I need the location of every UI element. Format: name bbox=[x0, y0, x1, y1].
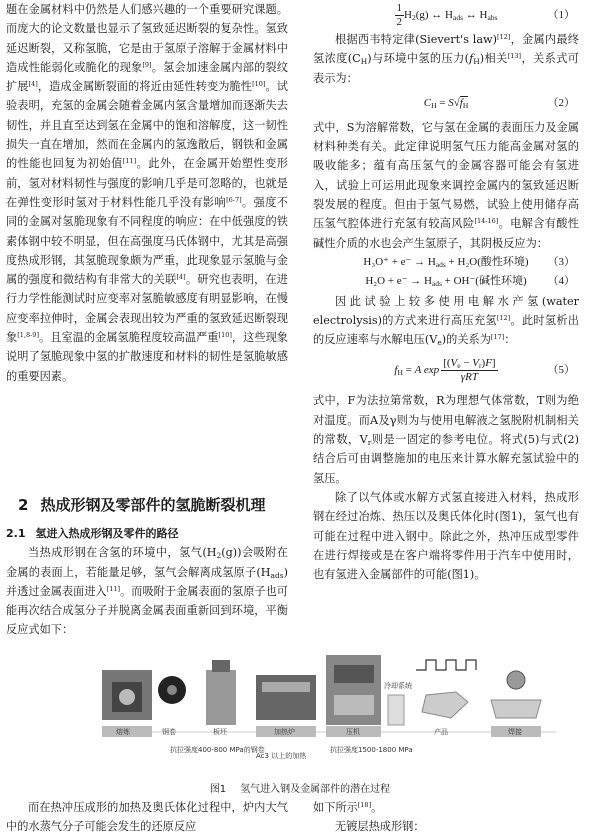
stage-label: 板坯 bbox=[213, 728, 227, 736]
body-paragraph-1: 题在金属材料中仍然是人们感兴趣的一个重要研究课题。而庞大的论文数量也显示了氢致延迟断裂的复杂性。氢致延迟断裂，又称氢脆，它是由于氢原子溶解于金属材料中造成性能弱化或脆化的现象[9]。氢会加速金属内部的裂纹扩展[4]，造成金属断裂面的将近由延性转变为脆性[10]。试验表明，充氢的金属会随着金属内氢含量增加而逐渐失去韧性，并且直至达到氢在金属中的饱和溶解度，这一韧性损失一直在增加，然而在金属内的氢逸散后，钢铁和金属的性能也回复为初始值[11]。此外，在金属开始塑性变形前，氢对材料韧性与强度的影响几乎是可忽略的，也就是在弹性变形时氢对于材料性能几乎没有影响[6-7]。强度不同的金属对氢脆现象有不同程度的响应：在中低强度的铁素体钢中较不明显，但在高强度马氏体钢中，尤其是高强度热成形钢，其氢脆现象颇为严重，此现象显示氢脆与金属的强度和微结构有非常大的关联[4]。研究也表明，在进行力学性能测试时应变率对氢脆敏感度有明显影响，在慢应变率拉伸时，金属会表现出较为严重的氢致延迟断裂现象[1,8-9]。且室温的金属氢脆程度较高温严重[10]，这些现象说明了氢脆现象中氢的扩散速度和材料的韧性是氢脆敏感的重要因素。 bbox=[6, 3, 288, 383]
section-2-1 bbox=[6, 524, 288, 640]
body-paragraph-5: 因此试验上较多使用电解水产氢(water electrolysis)的方式来进行高压充氢[12]。此时氢析出的反应速率与水解电压$(V_e)$的关系为[17]： bbox=[313, 294, 579, 348]
right-column bbox=[313, 0, 579, 584]
stage-label: 产品 bbox=[434, 728, 448, 736]
equation-3: $H_3O^+ + e^- \to H_{ads} + H_2O$(酸性环境) （3） bbox=[363, 255, 575, 269]
body-paragraph-3: 根据西韦特定律(Sievert's law)[12]，金属内最终氢浓度$(C_H)$与环境中氢的压力$(f_H)$相关[13]，关系式可表示为： bbox=[313, 33, 579, 85]
stage-label: 熔炼 bbox=[116, 728, 130, 736]
equation-4: $H_2O + e^- \to H_{ads} + OH^-$(碱性环境) （4） bbox=[365, 275, 575, 289]
stage-label: 焊接 bbox=[508, 728, 522, 736]
figure-note: 抗拉强度400-800 MPa的钢卷 bbox=[170, 746, 265, 754]
section-heading: 2 热成形钢及零部件的氢脆断裂机理 bbox=[18, 496, 266, 514]
stage-label: 加热炉 bbox=[274, 728, 295, 736]
heating-furnace-shape bbox=[256, 675, 316, 720]
figure-note: 抗拉强度1500-1800 MPa bbox=[330, 746, 413, 754]
figure-caption: 图1 氢气进入钢及金属部件的潜在过程 bbox=[209, 784, 391, 795]
body-paragraph-2: 当热成形钢在含氢的环境中，氢气$(H_2(g))$会吸附在金属的表面上，若能量足够，氢气会解离成氢原子$(H_{ads})$并透过金属表面进入[11]。而吸附于金属表面的氢原子也可能再次结合成氢分子并脱离金属表面重新回到环境，平衡反应式如下： bbox=[6, 546, 288, 637]
figure-note: Ac3 以上的加热 bbox=[256, 752, 307, 760]
process-figure bbox=[96, 640, 566, 770]
body-paragraph-7: 除了以气体或水解方式氢直接进入材料，热成形钢在经过冶炼、热压以及奥氏体化时(图1)，氢气也有可能在过程中进入钢中。除此之外，热冲压成型零件在进行焊接或是在客户端将零件用于汽车中使用时，也有氢进入金属部件的可能(图1)。 bbox=[313, 490, 579, 582]
stage-label: 压机 bbox=[346, 728, 360, 736]
body-paragraph-8: 而在热冲压成形的加热及奥氏体化过程中，炉内大气中的水蒸气分子可能会发生的还原反应 bbox=[6, 801, 288, 834]
stage-label: 冷却系统 bbox=[384, 682, 412, 690]
left-column bbox=[6, 0, 288, 386]
subsection-heading: 2.1 氢进入热成形钢及零件的路径 bbox=[6, 527, 179, 540]
body-paragraph-6: 式中，F为法拉第常数，R为理想气体常数，T则为绝对温度。而A及γ则为与使用电解液之氢脱附机制相关的常数，$V_r$则是一固定的参考电位。将式(5)与式(2)结合后可由调整施加的电压来计算水解充氢试验中的氢压。 bbox=[313, 394, 579, 485]
slab-shape bbox=[206, 670, 236, 725]
body-paragraph-9: 如下所示[18]。 无镀层热成形钢： bbox=[313, 801, 425, 834]
equation-5: $f_H = A$ exp $\frac{[(V_e - V_r)F]}{\text{γRT}}$ （5） bbox=[394, 357, 575, 384]
stage-label: 钢卷 bbox=[162, 728, 176, 736]
equation-2: $C_H = S√f_H$ （2） bbox=[423, 96, 575, 110]
equation-1: $\frac{1}{2}$ $H_2(g)$ ↔ $H_{ads}$ ↔ $H_{abs}$ （1） bbox=[396, 1, 575, 28]
welding-shape bbox=[507, 671, 525, 689]
body-paragraph-4: 式中，S为溶解常数，它与氢在金属的表面压力及金属材料种类有关。此定律说明氢气压力能高金属对氢的吸收能多；蕴有高压氢气的金属容器可能会有氢进入，试验上可运用此现象来调控金属内的氢致延迟断裂发展的程度。但由于氢气易燃，试验上使用储存高压氢气腔体进行充氢有较高风险[14-16]。电解含有酸性碱性介质的水也会产生氢原子，其阴极反应为： bbox=[313, 120, 579, 250]
